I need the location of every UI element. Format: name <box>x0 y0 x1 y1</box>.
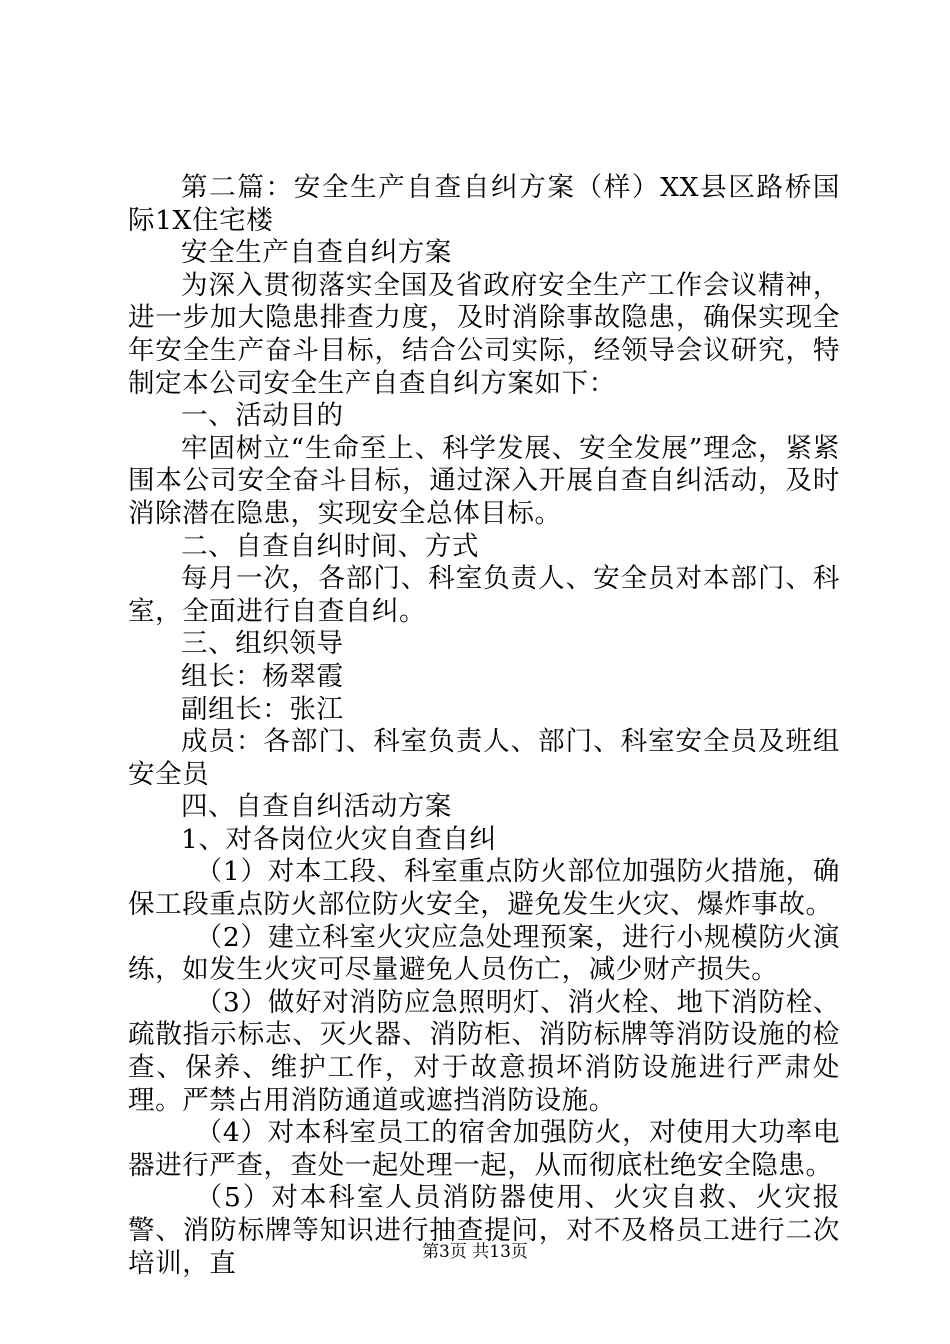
list-item-1: （1）对本工段、科室重点防火部位加强防火措施，确保工段重点防火部位防火安全，避免发生火灾、爆炸事故。 <box>128 856 840 921</box>
intro-paragraph: 为深入贯彻落实全国及省政府安全生产工作会议精神，进一步加大隐患排查力度，及时消除事故隐患，确保实现全年安全生产奋斗目标，结合公司实际，经领导会议研究，特制定本公司安全生产自查自纠方案如下： <box>128 269 840 399</box>
team-leader: 组长：杨翠霞 <box>181 660 344 692</box>
document-title: 第二篇：安全生产自查自纠方案（样）XX县区路桥国际1X住宅楼 <box>128 172 840 236</box>
list-item-4: （4）对本科室员工的宿舍加强防火，对使用大功率电器进行严查，查处一起处理一起，从而彻底杜绝安全隐患。 <box>128 1117 840 1181</box>
team-members: 成员：各部门、科室负责人、部门、科室安全员及班组安全员 <box>128 726 840 790</box>
section-heading-schedule: 二、自查自纠时间、方式 <box>181 530 480 562</box>
schedule-paragraph: 每月一次，各部门、科室负责人、安全员对本部门、科室，全面进行自查自纠。 <box>128 563 840 627</box>
page-number: 第3页 共13页 <box>422 1242 528 1262</box>
section-heading-plan: 四、自查自纠活动方案 <box>181 791 452 823</box>
purpose-paragraph: 牢固树立“生命至上、科学发展、安全发展”理念，紧紧围本公司安全奋斗目标，通过深入开展自查自纠活动，及时消除潜在隐患，实现安全总体目标。 <box>128 432 840 529</box>
section-heading-organization: 三、组织领导 <box>181 628 344 660</box>
list-item-2: （2）建立科室火灾应急处理预案，进行小规模防火演练，如发生火灾可尽量避免人员伤亡，减少财产损失。 <box>128 921 840 986</box>
document-body <box>128 172 840 1280</box>
subsection-fire-check: 1、对各岗位火灾自查自纠 <box>181 823 497 855</box>
list-item-5: （5）对本科室人员消防器使用、火灾自救、火灾报警、消防标牌等知识进行抽查提问，对不及格员工进行二次培训，直 <box>128 1182 840 1279</box>
deputy-team-leader: 副组长：张江 <box>181 693 344 725</box>
section-heading-purpose: 一、活动目的 <box>181 400 344 432</box>
plan-title: 安全生产自查自纠方案 <box>181 237 452 269</box>
list-item-3: （3）做好对消防应急照明灯、消火栓、地下消防栓、疏散指示标志、灭火器、消防柜、消防标牌等消防设施的检查、保养、维护工作，对于故意损坏消防设施进行严肃处理。严禁占用消防通道或遮挡消防设施。 <box>128 986 840 1116</box>
